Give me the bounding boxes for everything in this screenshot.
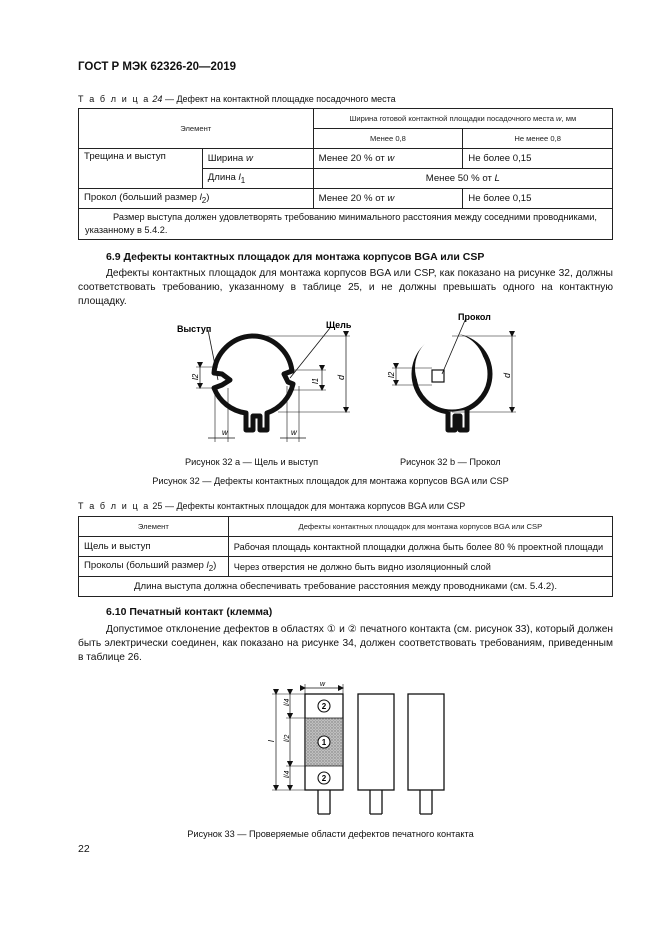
table24-caption-text: — Дефект на контактной площадке посадочного места: [164, 94, 396, 104]
dim-l2-a: l2: [191, 373, 200, 380]
label-shchel: Щель: [326, 320, 352, 330]
table24-r2-sub-text: Длина: [207, 172, 236, 184]
table24-r3-notless: Не более 0,15: [463, 189, 613, 209]
table24-head-width-prefix: Ширина готовой контактной площадки посадочного места: [349, 114, 554, 123]
table24-head-element: Элемент: [79, 109, 314, 149]
shchel-leader: [290, 328, 330, 378]
section-6-10-title: 6.10 Печатный контакт (клемма): [106, 606, 273, 618]
document-header: ГОСТ Р МЭК 62326-20—2019: [78, 61, 237, 73]
table24-r1-less-text: Менее 20 % от: [318, 153, 385, 164]
figure32-caption: Рисунок 32 — Дефекты контактных площадок для монтажа корпусов BGA или CSP: [152, 476, 509, 486]
table25-caption-text: — Дефекты контактных площадок для монтажа корпусов BGA или CSP: [164, 501, 466, 511]
table25-caption-number: 25: [152, 501, 163, 511]
table25-head-defects: Дефекты контактных площадок для монтажа корпусов BGA или CSP: [228, 517, 612, 537]
section-6-10-text-b: печатного контакта (см. рисунок 33), который должен быть электрически соединен, как показано на рисунке 34, должен соответствовать требованиям, приведенным в таблице 26.: [78, 624, 613, 663]
table24-r2-sub-var: l: [238, 172, 241, 184]
dim-d-a: d: [336, 374, 346, 380]
table25-r1-label: Щель и выступ: [79, 537, 229, 557]
table24-r1-sub-var: w: [245, 153, 253, 164]
figure32b-pad: [414, 333, 490, 430]
table24-r3-label-close: ): [206, 192, 210, 204]
table25-caption: [78, 501, 465, 511]
table24-r3-label-text: Прокол (больший размер: [84, 192, 197, 204]
table24-head-less: Менее 0,8: [313, 129, 463, 149]
section-6-9-title: 6.9 Дефекты контактных площадок для монтажа корпусов BGA или CSP: [106, 251, 485, 263]
figure32a-caption: Рисунок 32 а — Щель и выступ: [185, 457, 319, 467]
table24-r3-label-idx: 2: [201, 195, 207, 205]
section-6-10-paragraph: [78, 623, 613, 665]
table25-r2-label-idx: 2: [208, 563, 214, 573]
printed-contact-3: [408, 694, 444, 814]
area-2-top-label: 2: [321, 702, 327, 711]
table24-r1-less: [313, 149, 463, 169]
table24-r2-value-var: L: [494, 173, 500, 184]
table24-r2-sub-idx: 1: [240, 175, 246, 185]
dim-w-a1: w: [222, 428, 228, 437]
table24-head-width-var: w: [556, 114, 562, 123]
table24-head-width-unit: , мм: [561, 114, 577, 123]
table24-r1-label: Трещина и выступ: [79, 149, 203, 189]
table25-r2-value: Через отверстия не должно быть видно изоляционный слой: [228, 557, 612, 577]
area-1-label: 1: [321, 738, 327, 747]
table25-r2-label: [79, 557, 229, 577]
table24-r1-less-var: w: [387, 153, 395, 164]
printed-contact-inspected: [305, 694, 343, 814]
table24-caption-number: 24: [152, 94, 163, 104]
section-6-9-paragraph: Дефекты контактных площадок для монтажа корпусов BGA или CSP, как показано на рисунке 32, должны соответствовать требованию, указанному в таблице 25, и не должны превышать одного на контактную площадку.: [78, 268, 613, 307]
table24-r1-notless: Не более 0,15: [463, 149, 613, 169]
table24-r1-sub-text: Ширина: [207, 153, 244, 164]
fig33-dim-l4-bottom: l/4: [284, 770, 291, 778]
circled-one: ①: [326, 624, 337, 635]
page-number: 22: [78, 843, 90, 855]
table24-caption: [78, 94, 396, 104]
fig33-dim-l4-top: l/4: [284, 698, 291, 706]
dim-w-a2: w: [291, 428, 297, 437]
figure32b-caption: Рисунок 32 b — Прокол: [400, 457, 501, 467]
table-25: [78, 516, 613, 597]
table24-r3-label: [79, 189, 314, 209]
table24-r3-label-var: l: [199, 192, 202, 204]
printed-contact-2: [358, 694, 394, 814]
table25-r2-label-text: Проколы (больший размер: [84, 560, 204, 572]
table25-r2-label-close: ): [213, 560, 217, 572]
table25-caption-prefix: Т а б л и ц а: [78, 501, 150, 511]
section-6-10-and: и: [339, 624, 345, 635]
fig33-dim-l2: l/2: [284, 734, 291, 742]
dim-l1-a: l1: [311, 377, 320, 384]
label-vystup: Выступ: [177, 324, 212, 334]
fig33-dim-l: l: [267, 740, 276, 742]
label-prokol: Прокол: [458, 312, 491, 322]
dim-d-b: d: [502, 372, 512, 378]
table24-r3-less: [313, 189, 463, 209]
table24-r2-value: [313, 169, 612, 189]
figure-33: [250, 682, 460, 822]
section-6-10-text-a: Допустимое отклонение дефектов в областях: [106, 624, 324, 635]
circled-two: ②: [347, 624, 358, 635]
figure-32: [160, 308, 530, 458]
table24-r3-less-text: Менее 20 % от: [318, 193, 385, 204]
table24-r1-sub: [202, 149, 313, 169]
dim-l2-b: l2: [387, 371, 396, 378]
prokol-hole: [432, 370, 444, 382]
table25-r1-value: Рабочая площадь контактной площадки должна быть более 80 % проектной площади: [228, 537, 612, 557]
table24-head-width: [313, 109, 612, 129]
table24-r2-value-text: Менее 50 % от: [425, 173, 492, 184]
table25-head-element: Элемент: [79, 517, 229, 537]
area-2-bottom-label: 2: [321, 774, 327, 783]
table24-caption-prefix: Т а б л и ц а: [78, 94, 150, 104]
table24-r2-sub: [202, 169, 313, 189]
table24-r3-less-var: w: [387, 193, 395, 204]
table-24: [78, 108, 613, 240]
table24-note: Размер выступа должен удовлетворять требованию минимального расстояния между соседними проводниками, указанному в 5.4.2.: [79, 209, 613, 240]
figure33-caption: Рисунок 33 — Проверяемые области дефектов печатного контакта: [187, 829, 474, 839]
table25-note: Длина выступа должна обеспечивать требование расстояния между проводниками (см. 5.4.2).: [79, 577, 613, 597]
table25-r2-label-var: l: [206, 560, 209, 572]
table24-head-notless: Не менее 0,8: [463, 129, 613, 149]
figure32a-pad: [214, 336, 293, 430]
fig33-dim-w: w: [320, 682, 326, 688]
